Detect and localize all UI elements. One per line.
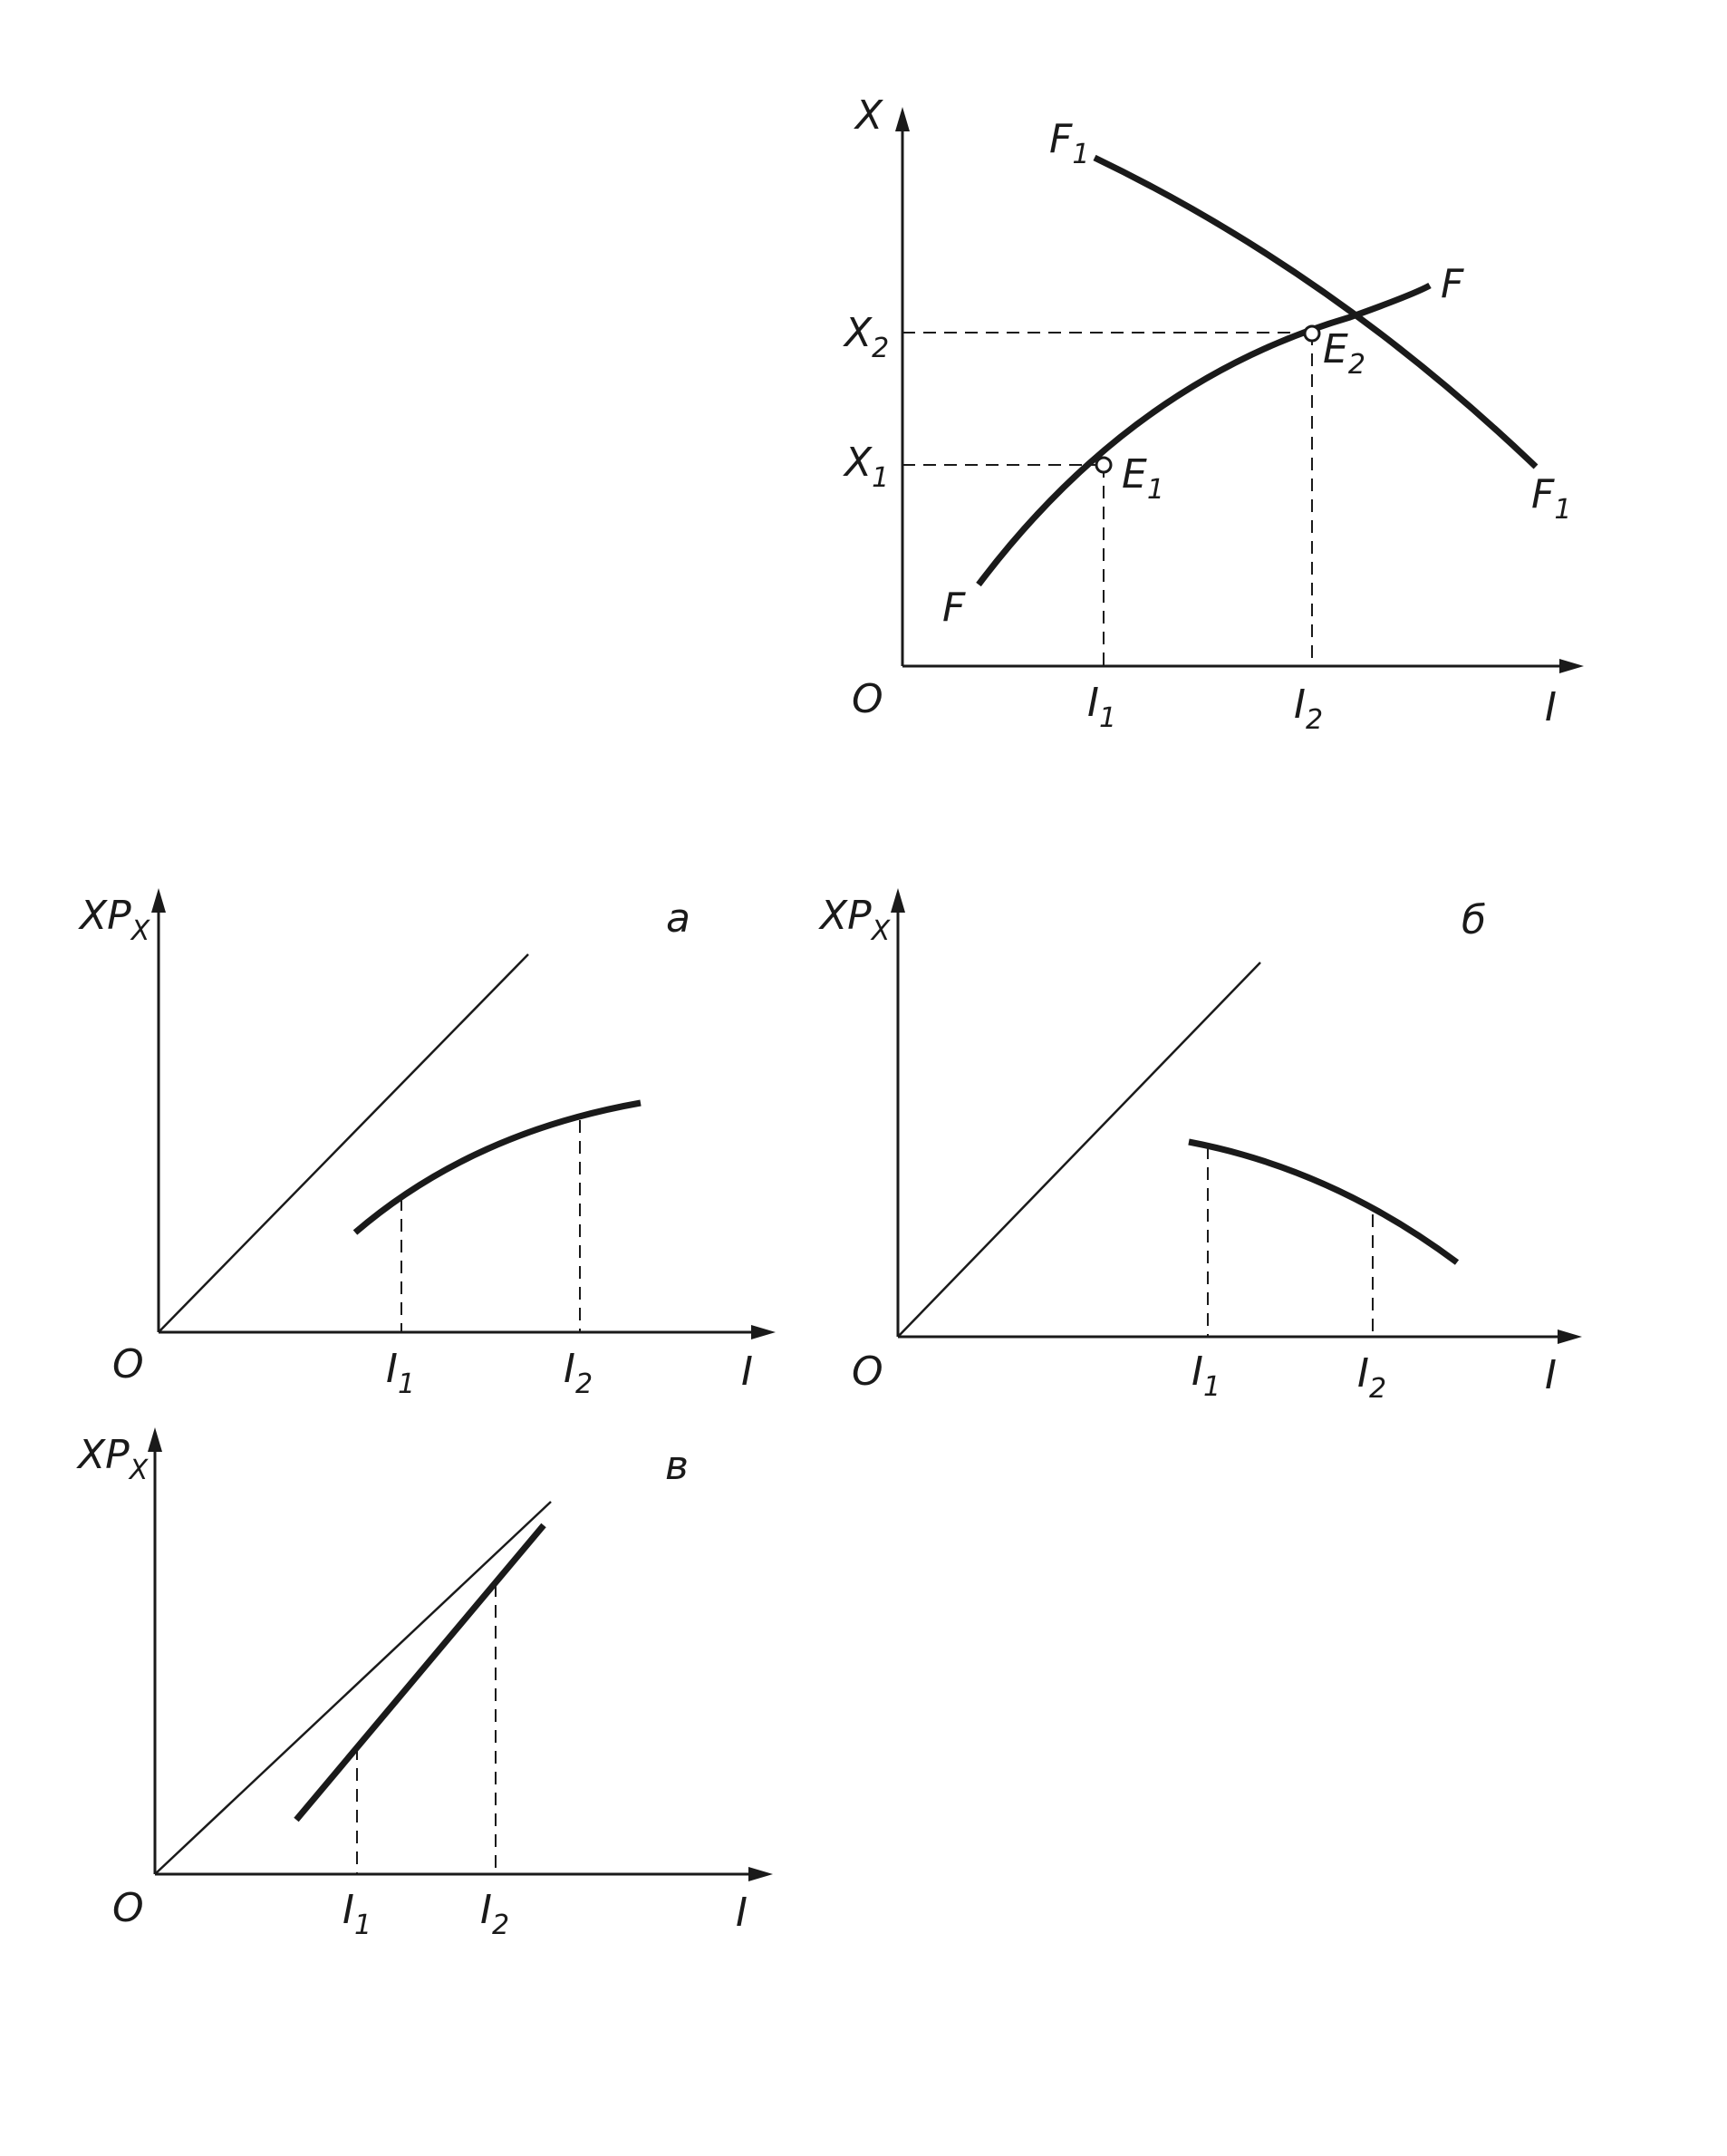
top-y-axis-arrow [895,107,910,131]
panel-c-x-axis-arrow [748,1867,773,1881]
panel-a [78,888,776,1400]
top-x2-label: $X_2$ [844,310,890,364]
panel-c-i2-label: $I_2$ [480,1887,510,1941]
panel-a-letter: a [666,895,690,942]
panel-c-y-axis-arrow [148,1427,162,1452]
panel-c-origin-label: O [112,1885,144,1931]
panel-c-x-axis-label: I [736,1890,748,1936]
panel-c-i1-label: $I_1$ [343,1887,372,1941]
curve-f1-start-label: $F_1$ [1049,116,1090,170]
panel-a-y-axis-label: $XP_X$ [80,893,150,947]
panel-c [76,1427,773,1941]
panel-c-letter: в [665,1443,689,1489]
panel-b-i2-label: $I_2$ [1357,1350,1387,1405]
panel-b-45-degree-line [898,962,1260,1337]
panel-a-x-axis-label: I [741,1349,753,1395]
panel-c-expenditure-line [296,1525,544,1820]
top-y-axis-label: X [855,92,883,139]
top-i1-label: $I_1$ [1087,680,1117,734]
panel-a-expenditure-curve [355,1103,641,1233]
top-origin-label: O [852,676,883,722]
panel-b [818,888,1582,1405]
top-e1-label: $E_1$ [1122,451,1164,506]
panel-a-y-axis-arrow [151,888,166,913]
panel-b-expenditure-curve [1189,1142,1457,1262]
top-e2-label: $E_2$ [1323,326,1365,381]
panel-a-origin-label: O [112,1341,144,1387]
panel-b-x-axis-label: I [1545,1352,1557,1398]
point-e2 [1305,326,1319,341]
panel-b-letter: б [1462,897,1487,943]
panel-c-y-axis-label: $XP_X$ [78,1432,149,1486]
panel-b-origin-label: O [852,1349,883,1395]
panel-a-i2-label: $I_2$ [564,1346,593,1400]
curve-f [979,285,1430,585]
curve-f1 [1095,158,1536,467]
point-e1 [1096,458,1111,472]
panel-b-x-axis-arrow [1558,1329,1582,1344]
panel-b-y-axis-arrow [891,888,905,913]
curve-f1-end-label: $F_1$ [1531,471,1572,526]
panel-b-i1-label: $I_1$ [1192,1349,1221,1403]
top-panel [843,92,1584,736]
panel-c-45-degree-line [155,1502,551,1874]
top-x-axis-label: I [1545,684,1557,730]
top-x-axis-arrow [1559,659,1584,673]
panel-a-x-axis-arrow [751,1325,776,1339]
curve-f-start-label: F [942,585,966,631]
panel-b-y-axis-label: $XP_X$ [820,893,891,947]
top-x1-label: $X_1$ [844,440,890,494]
panel-a-i1-label: $I_1$ [386,1346,416,1400]
panel-a-45-degree-line [159,954,528,1332]
top-i2-label: $I_2$ [1294,682,1324,736]
curve-f-end-label: F [1441,261,1464,307]
